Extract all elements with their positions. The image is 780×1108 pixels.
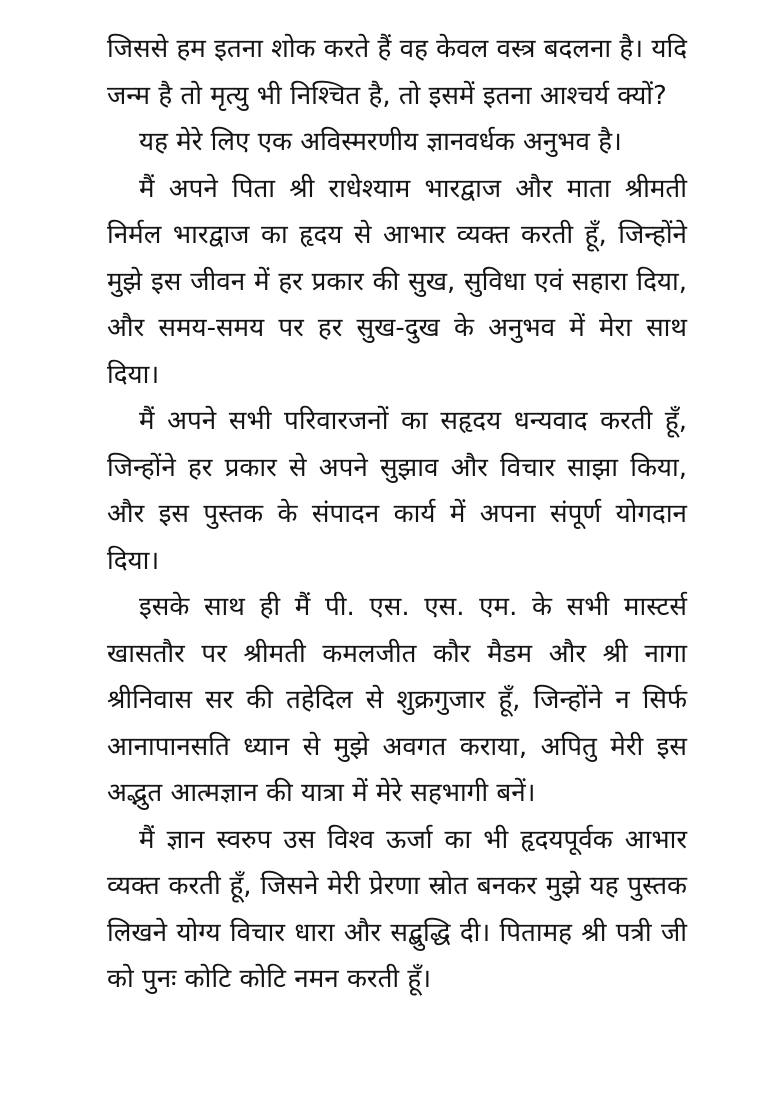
paragraph-parents-thanks: मैं अपने पिता श्री राधेश्याम भारद्वाज और माता श्रीमती निर्मल भारद्वाज का हृदय से आभार व्यक्त करती हूँ, जिन्होंने मुझे इस जीवन में हर प्रकार की सुख, सुविधा एवं सहारा दिया, और समय-समय पर हर सुख-दुख के अनुभव में मेरा साथ दिया।: [107, 173, 687, 390]
paragraph-masters-thanks: इसके साथ ही मैं पी. एस. एस. एम. के सभी मास्टर्स खासतौर पर श्रीमती कमलजीत कौर मैडम और श्री नागा श्रीनिवास सर की तहेदिल से शुक्रगुजार हूँ, जिन्होंने न सिर्फ आनापानसति ध्यान से मुझे अवगत कराया, अपितु मेरी इस अद्भुत आत्मज्ञान की यात्रा में मेरे सहभागी बनें।: [107, 592, 687, 808]
paragraph-continuation: जिससे हम इतना शोक करते हैं वह केवल वस्त्र बदलना है। यदि जन्म है तो मृत्यु भी निश्चित है, तो इसमें इतना आश्चर्य क्यों?: [107, 34, 687, 111]
document-page: [107, 26, 687, 1003]
paragraph-experience: यह मेरे लिए एक अविस्मरणीय ज्ञानवर्धक अनुभव है।: [139, 127, 622, 157]
paragraph-universal-energy-thanks: मैं ज्ञान स्वरुप उस विश्व ऊर्जा का भी हृदयपूर्वक आभार व्यक्त करती हूँ, जिसने मेरी प्रेरणा स्रोत बनकर मुझे यह पुस्तक लिखने योग्य विचार धारा और सद्बुद्धि दी। पितामह श्री पत्री जी को पुनः कोटि कोटि नमन करती हूँ।: [107, 824, 687, 994]
paragraph-family-thanks: मैं अपने सभी परिवारजनों का सहृदय धन्यवाद करती हूँ, जिन्होंने हर प्रकार से अपने सुझाव और विचार साझा किया, और इस पुस्तक के संपादन कार्य में अपना संपूर्ण योगदान दिया।: [107, 406, 687, 576]
